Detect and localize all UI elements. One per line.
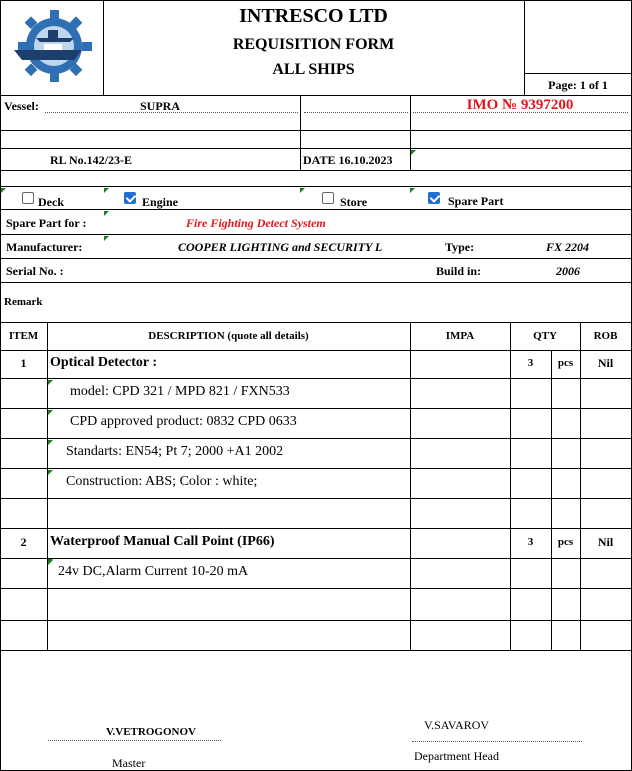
- table-row: [0, 588, 632, 620]
- table-header-description: DESCRIPTION (quote all details): [148, 330, 309, 342]
- row-description: CPD approved product: 0832 CPD 0633: [70, 414, 297, 429]
- manufacturer-value: COOPER LIGHTING and SECURITY L: [178, 240, 383, 254]
- table-row: [0, 620, 632, 650]
- row-description: Waterproof Manual Call Point (IP66): [50, 534, 275, 549]
- row-item-number: 2: [20, 535, 27, 549]
- row-description: Standarts: EN54; Pt 7; 2000 +A1 2002: [66, 444, 284, 459]
- department-head-name: V.SAVAROV: [424, 718, 490, 732]
- form-subtitle: ALL SHIPS: [272, 61, 355, 78]
- master-title: Master: [112, 756, 146, 770]
- deck-label: Deck: [38, 195, 64, 209]
- engine-label: Engine: [142, 195, 179, 209]
- serial-label: Serial No. :: [6, 264, 64, 278]
- build-value: 2006: [556, 264, 580, 278]
- manufacturer-label: Manufacturer:: [6, 240, 83, 254]
- row-unit: pcs: [557, 357, 574, 369]
- frame-top: [0, 0, 632, 1]
- row-rob: Nil: [597, 356, 614, 370]
- rl-number: RL No.142/23-E: [50, 153, 133, 167]
- row-qty: 3: [527, 357, 534, 369]
- table-row: [0, 498, 632, 528]
- deck-checkbox[interactable]: [22, 192, 34, 204]
- vessel-label: Vessel:: [4, 99, 39, 113]
- table-header-impa: IMPA: [445, 330, 475, 342]
- spare-part-for-value: Fire Fighting Detect System: [186, 216, 326, 230]
- row-qty: 3: [527, 536, 534, 548]
- row-rob: Nil: [597, 535, 614, 549]
- row-description: 24v DC,Alarm Current 10-20 mA: [58, 564, 249, 579]
- imo-number: IMO № 9397200: [466, 97, 574, 113]
- page-indicator: Page: 1 of 1: [548, 78, 608, 92]
- master-name: V.VETROGONOV: [106, 726, 196, 738]
- row-unit: pcs: [557, 536, 574, 548]
- row-description: model: CPD 321 / MPD 821 / FXN533: [70, 384, 290, 399]
- table-header-qty: QTY: [533, 330, 557, 342]
- company-logo: [10, 8, 94, 88]
- requisition-date: DATE 16.10.2023: [303, 153, 393, 167]
- store-label: Store: [340, 195, 368, 209]
- department-head-title: Department Head: [414, 749, 499, 763]
- spare-part-checkbox[interactable]: [428, 192, 440, 204]
- store-checkbox[interactable]: [322, 192, 334, 204]
- row-description: Optical Detector :: [50, 355, 158, 370]
- vessel-name: SUPRA: [139, 99, 180, 113]
- spare-part-for-label: Spare Part for :: [6, 216, 87, 230]
- company-name: INTRESCO LTD: [239, 5, 388, 27]
- table-header-item: ITEM: [8, 330, 39, 342]
- engine-checkbox[interactable]: [124, 192, 136, 204]
- row-item-number: 1: [20, 356, 27, 370]
- build-label: Build in:: [436, 264, 482, 278]
- type-label: Type:: [445, 240, 475, 254]
- table-header-rob: ROB: [593, 330, 618, 342]
- type-value: FX 2204: [546, 240, 590, 254]
- spare-part-label: Spare Part: [448, 194, 504, 208]
- remark-label: Remark: [4, 296, 43, 308]
- row-description: Construction: ABS; Color : white;: [66, 474, 258, 489]
- form-title: REQUISITION FORM: [232, 36, 395, 53]
